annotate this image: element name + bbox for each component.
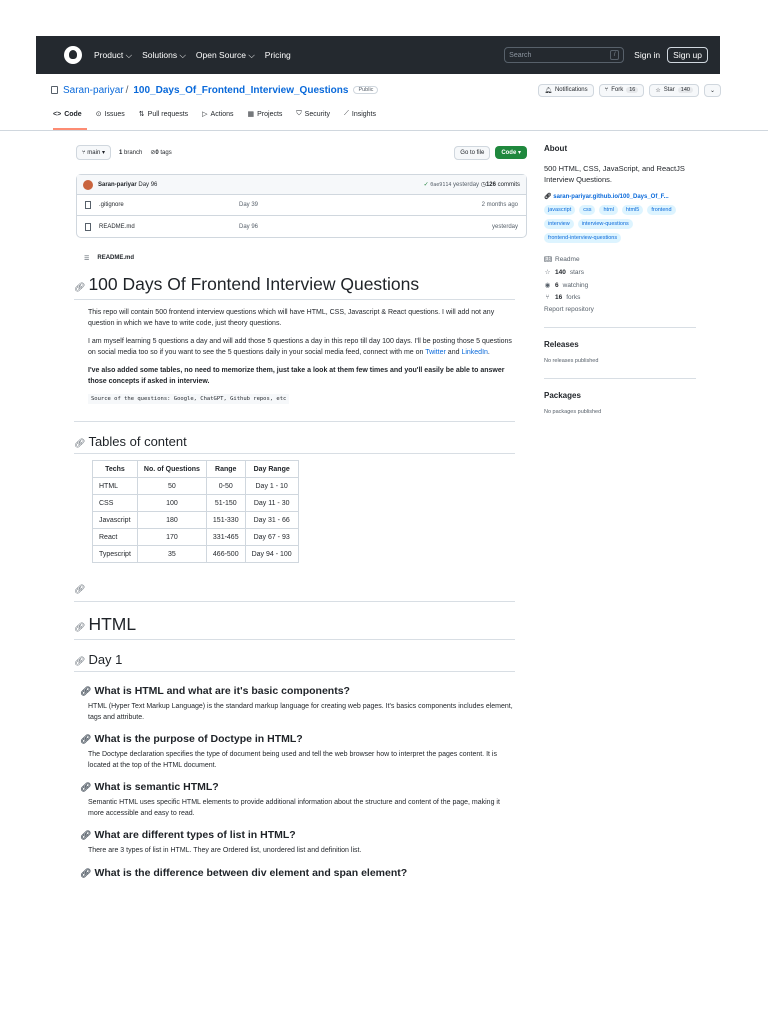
stars-count: 140: [555, 268, 566, 276]
topic-tag[interactable]: html5: [622, 205, 643, 215]
about-sidebar: [544, 144, 696, 415]
forks-count: 16: [555, 294, 563, 301]
nav-product[interactable]: Product ⌵: [94, 49, 133, 60]
tab-actions[interactable]: [202, 110, 233, 118]
anchor-link-icon[interactable]: 🔗︎: [80, 830, 92, 840]
topic-tag[interactable]: javascript: [544, 205, 575, 215]
question-heading: [80, 733, 515, 745]
table-cell: Day 31 - 66: [245, 512, 298, 529]
commit-meta: [424, 181, 520, 188]
file-row[interactable]: [77, 216, 526, 237]
question-heading: [80, 829, 515, 841]
tag-word: tags: [160, 150, 172, 156]
fork-button[interactable]: [599, 84, 645, 97]
table-cell: 100: [137, 495, 206, 512]
table-cell: 180: [137, 512, 206, 529]
graph-icon: ⟋: [343, 110, 349, 117]
main-content: [76, 144, 527, 879]
tabs-divider: [0, 130, 768, 131]
tag-count: 0: [155, 150, 159, 156]
stars-word: stars: [569, 268, 584, 276]
question-block: [80, 829, 515, 857]
html-heading-text: HTML: [88, 614, 137, 634]
code-icon: <>: [53, 110, 62, 118]
tab-issues-label: Issues: [104, 110, 125, 118]
question-block: [80, 781, 515, 819]
file-date: 2 months ago: [481, 202, 518, 208]
answer-text: Semantic HTML uses specific HTML elements to provide additional information about the structure and content of the page, making it more accessible and easy to read.: [88, 799, 500, 817]
readme-title-text: 100 Days Of Frontend Interview Questions: [88, 274, 420, 294]
code-dropdown-button[interactable]: Code ▾: [495, 146, 527, 159]
packages-empty: No packages published: [544, 409, 602, 415]
sign-up-button[interactable]: Sign up: [667, 47, 708, 63]
toc-table: [92, 460, 299, 563]
list-icon[interactable]: ☰: [84, 255, 90, 262]
answer-text: There are 3 types of list in HTML. They are Ordered list, unordered list and definition list.: [88, 847, 362, 854]
repo-header: [51, 83, 721, 97]
star-dropdown-button[interactable]: [704, 84, 721, 97]
bell-icon: 🔔︎: [544, 87, 552, 94]
visibility-badge: Public: [353, 86, 378, 94]
question-heading: [80, 781, 515, 793]
anchor-link-icon[interactable]: 🔗︎: [80, 867, 92, 878]
linkedin-link[interactable]: LinkedIn: [461, 348, 488, 356]
table-icon: ▦: [247, 111, 255, 118]
packages-heading[interactable]: Packages: [544, 391, 581, 400]
tab-projects-label: Projects: [257, 110, 283, 118]
file-commit-message[interactable]: Day 96: [239, 223, 259, 230]
branch-label: main ▾: [87, 150, 105, 156]
commit-time: yesterday: [453, 182, 480, 188]
global-nav: [94, 50, 291, 61]
search-input[interactable]: [504, 47, 624, 63]
star-label: Star: [663, 87, 675, 93]
website-link[interactable]: [544, 193, 696, 200]
tag-icon: ⊘: [150, 150, 156, 156]
tab-code[interactable]: [53, 110, 82, 118]
question-text: What is semantic HTML?: [94, 781, 219, 793]
table-row: [93, 495, 299, 512]
anchor-link-icon[interactable]: 🔗︎: [74, 656, 86, 666]
twitter-link[interactable]: Twitter: [425, 348, 446, 356]
github-logo-icon[interactable]: [64, 46, 82, 64]
search-placeholder: Search: [509, 51, 532, 59]
table-row: [93, 512, 299, 529]
tab-pull-requests-label: Pull requests: [147, 110, 189, 118]
table-row: [93, 478, 299, 495]
conjunction-text: and: [445, 348, 462, 356]
table-cell: React: [93, 529, 138, 546]
latest-commit-bar: [77, 175, 526, 195]
releases-heading[interactable]: Releases: [544, 340, 579, 349]
tags-link[interactable]: [150, 149, 171, 156]
play-icon: ▷: [202, 111, 208, 118]
tab-code-label: Code: [64, 110, 82, 118]
table-row: [93, 529, 299, 546]
file-row[interactable]: [77, 195, 526, 216]
question-heading: [80, 867, 515, 879]
table-cell: Day 1 - 10: [245, 478, 298, 495]
topic-tags: [544, 205, 696, 243]
readme-link[interactable]: [544, 255, 696, 263]
toc-heading-text: Tables of content: [88, 434, 187, 449]
anchor-link-icon[interactable]: 🔗︎: [74, 622, 86, 632]
table-header: Day Range: [245, 461, 298, 478]
readme-paragraph: [88, 337, 515, 358]
readme-link-label: Readme: [555, 255, 580, 263]
anchor-link-icon[interactable]: 🔗︎: [74, 438, 86, 448]
tab-security[interactable]: [296, 110, 330, 118]
tab-issues[interactable]: [96, 110, 125, 118]
fork-label: Fork: [611, 87, 624, 93]
table-cell: CSS: [93, 495, 138, 512]
table-cell: 51-150: [206, 495, 245, 512]
go-to-file-button[interactable]: Go to file: [454, 146, 490, 160]
question-text: What is HTML and what are it's basic components?: [94, 685, 350, 697]
question-heading: [80, 685, 515, 697]
table-cell: 35: [137, 546, 206, 563]
readme-header: [76, 248, 527, 268]
table-cell: 50: [137, 478, 206, 495]
file-name[interactable]: .gitignore: [99, 202, 124, 208]
star-icon: ☆: [544, 269, 551, 276]
sign-in-link[interactable]: Sign in: [634, 50, 661, 60]
anchor-link-icon[interactable]: 🔗︎: [74, 584, 86, 594]
answer-text: The Doctype declaration specifies the type of document being used and tell the web browser how to interpret the pages content. It is located at the top of the HTML document.: [88, 751, 497, 769]
answer-text: HTML (Hyper Text Markup Language) is the standard markup language for creating web pages. It's basics components includes element, tags and attribute.: [88, 703, 513, 721]
repo-tabs: [53, 110, 376, 118]
topic-tag[interactable]: html: [599, 205, 617, 215]
question-text: What is the difference between div element and span element?: [94, 866, 408, 879]
table-cell: Javascript: [93, 512, 138, 529]
table-cell: HTML: [93, 478, 138, 495]
branch-row: [76, 144, 527, 161]
fork-icon: ⑂: [545, 294, 550, 301]
question-block: [80, 866, 515, 879]
question-text: What are different types of list in HTML?: [94, 829, 296, 841]
table-header: Range: [206, 461, 245, 478]
releases-empty: No releases published: [544, 358, 599, 364]
table-cell: Typescript: [93, 546, 138, 563]
forks-link[interactable]: [544, 294, 696, 301]
tab-actions-label: Actions: [210, 110, 234, 118]
issue-icon: ⊙: [95, 111, 102, 118]
table-cell: Day 11 - 30: [245, 495, 298, 512]
branch-word: branch: [123, 149, 143, 156]
about-description: 500 HTML, CSS, JavaScript, and ReactJS Interview Questions.: [544, 164, 685, 184]
file-date: yesterday: [491, 223, 518, 230]
topic-tag[interactable]: css: [579, 205, 595, 215]
readme-bold-paragraph: I've also added some tables, no need to memorize them, just take a look at them few times and you'll easily be able to answer those concepts if asked in interview.: [88, 367, 505, 385]
question-block: [80, 685, 515, 723]
watching-word: watching: [562, 281, 589, 289]
tab-pull-requests[interactable]: [139, 110, 188, 118]
notifications-label: Notifications: [554, 87, 588, 93]
fork-icon: ⑂: [604, 87, 609, 93]
nav-pricing[interactable]: Pricing: [264, 49, 291, 60]
tab-security-label: Security: [304, 110, 330, 118]
stars-link[interactable]: [544, 268, 696, 276]
readme-paragraph-text: I am myself learning 5 questions a day and will add those 5 questions a day in this repo till day 100 days. I'll be posting those 5 questions on social media too so if you want to see the 5 questions daily in your social media feed, connect with me on: [88, 338, 512, 356]
nav-open-source[interactable]: Open Source ⌵: [195, 49, 255, 60]
commit-count: 126: [485, 182, 496, 188]
tab-insights[interactable]: [344, 110, 376, 118]
forks-word: forks: [566, 294, 581, 301]
global-header: [36, 36, 720, 74]
question-block: [80, 733, 515, 771]
table-cell: 331-465: [206, 529, 245, 546]
file-commit-message[interactable]: Day 39: [239, 202, 259, 208]
branch-selector-button[interactable]: [76, 145, 111, 160]
star-count: 140: [678, 87, 693, 93]
nav-solutions[interactable]: Solutions ⌵: [142, 49, 186, 60]
question-text: What is the purpose of Doctype in HTML?: [94, 733, 303, 745]
star-icon: ☆: [655, 87, 661, 94]
website-url: saran-pariyar.github.io/100_Days_Of_F...: [553, 194, 669, 200]
table-header: No. of Questions: [137, 461, 206, 478]
file-icon: [85, 201, 91, 209]
watching-link[interactable]: [544, 281, 696, 289]
branch-icon: ⑂: [82, 150, 88, 156]
readme-body: [76, 274, 527, 879]
sidebar-divider: [544, 327, 696, 328]
table-cell: Day 94 - 100: [245, 546, 298, 563]
repo-owner-link[interactable]: Saran-pariyar: [63, 84, 124, 96]
table-cell: Day 67 - 93: [245, 529, 298, 546]
html-heading: [74, 614, 515, 640]
period-text: .: [487, 348, 490, 356]
readme-title: [74, 274, 515, 300]
history-link[interactable]: [481, 182, 520, 188]
branch-count: 1: [118, 149, 123, 156]
anchor-link-icon[interactable]: 🔗︎: [80, 734, 92, 744]
anchor-link-icon[interactable]: 🔗︎: [80, 686, 92, 696]
horizontal-rule: [74, 421, 515, 422]
pull-request-icon: ⇅: [138, 111, 145, 118]
readme-paragraph: This repo will contain 500 frontend interview questions which will have HTML, CSS, Javascript & React questions. I will add not any question in which we have to write code, just theory questions.: [88, 309, 495, 327]
anchor-link-icon[interactable]: 🔗︎: [74, 282, 86, 292]
table-row: [93, 546, 299, 563]
inline-code: Source of the questions: Google, ChatGPT, Github repos, etc: [88, 394, 289, 404]
day-heading-text: Day 1: [88, 652, 123, 667]
table-cell: 170: [137, 529, 206, 546]
commit-author[interactable]: Saran-pariyar: [98, 181, 137, 188]
link-icon: 🔗︎: [544, 194, 554, 200]
table-header: Techs: [93, 461, 138, 478]
table-cell: 0-50: [206, 478, 245, 495]
search-shortcut-key: /: [610, 50, 619, 60]
star-button[interactable]: [649, 84, 699, 97]
file-list: [76, 174, 527, 238]
topic-tag[interactable]: interview-questions: [578, 219, 633, 229]
anchor-link-icon[interactable]: 🔗︎: [80, 782, 92, 792]
sidebar-divider: [544, 378, 696, 379]
file-name[interactable]: README.md: [99, 223, 135, 230]
commit-count-word: commits: [497, 182, 520, 188]
report-repository-link[interactable]: Report repository: [544, 306, 594, 313]
commit-hash[interactable]: 0ae9114: [430, 182, 452, 188]
repo-icon: [51, 86, 58, 94]
avatar[interactable]: [83, 180, 93, 190]
tab-insights-label: Insights: [351, 110, 376, 118]
tab-projects[interactable]: [248, 110, 283, 118]
repo-path-separator: /: [125, 84, 129, 96]
book-icon: 📖︎: [544, 256, 553, 263]
watching-count: 6: [555, 281, 559, 289]
topic-tag[interactable]: frontend: [647, 205, 675, 215]
about-heading: About: [544, 144, 568, 153]
table-header-row: [93, 461, 299, 478]
day-heading: [74, 652, 515, 672]
notifications-button[interactable]: [538, 84, 593, 97]
table-cell: 151-330: [206, 512, 245, 529]
topic-tag[interactable]: frontend-interview-questions: [544, 233, 621, 243]
file-icon: [85, 223, 91, 231]
chevron-down-icon: ⌄: [709, 87, 715, 94]
toc-heading: [74, 434, 515, 454]
readme-file-label[interactable]: README.md: [97, 255, 135, 261]
shield-icon: ⛉: [296, 110, 302, 117]
table-cell: 466-500: [206, 546, 245, 563]
topic-tag[interactable]: interview: [544, 219, 574, 229]
check-icon: ✓: [423, 182, 429, 188]
eye-icon: ◉: [544, 282, 551, 289]
fork-count: 16: [626, 87, 638, 93]
repo-name-link[interactable]: 100_Days_Of_Frontend_Interview_Questions: [133, 84, 349, 96]
empty-heading-anchor: [74, 579, 515, 602]
commit-message[interactable]: Day 96: [138, 181, 158, 188]
branches-link[interactable]: [119, 150, 142, 156]
clock-icon: ◷: [480, 182, 486, 188]
